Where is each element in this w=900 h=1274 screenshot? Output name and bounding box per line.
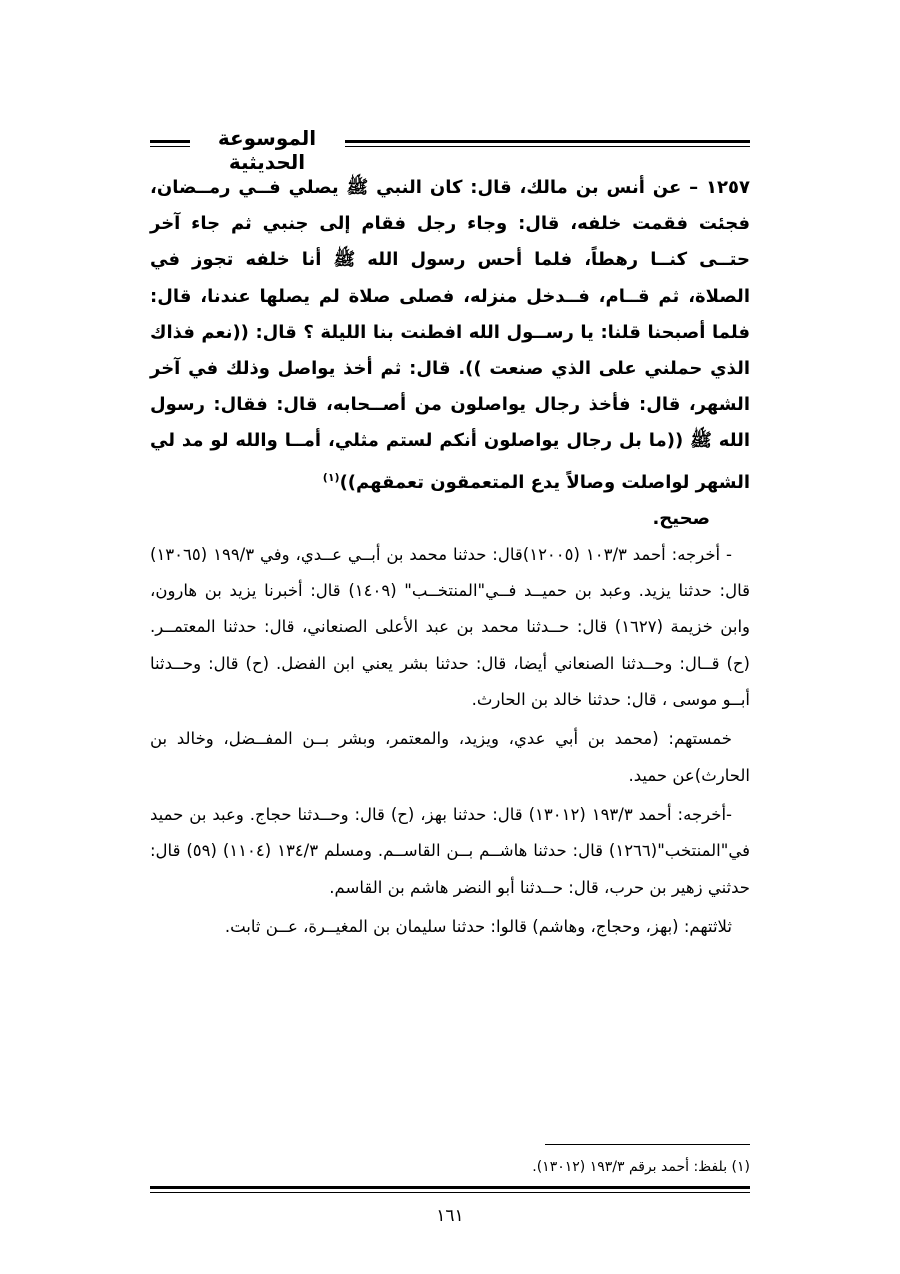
page-body — [150, 170, 750, 945]
footer-rule-thin — [150, 1192, 750, 1193]
footnote-marker: (١) — [322, 470, 340, 484]
takhrij-paragraph-4: ثلاثتهم: (بهز، وحجاج، وهاشم) قالوا: حدثنا سليمان بن المغيــرة، عــن ثابت. — [224, 916, 732, 936]
header-rule-left — [150, 140, 190, 143]
book-page — [150, 110, 750, 1240]
page-header — [150, 124, 750, 174]
footer-rule — [150, 1186, 750, 1189]
header-rule-left-thin — [150, 146, 190, 147]
footnote: (١) بلفظ: أحمد برقم ١٩٣/٣ (١٣٠١٢). — [532, 1159, 750, 1175]
hadith-text — [150, 170, 750, 501]
footnote-separator — [545, 1144, 750, 1145]
hadith-grade: صحيح. — [652, 507, 710, 529]
header-rule-right-thin — [345, 146, 750, 147]
header-rule-right — [345, 140, 750, 143]
takhrij-paragraph-1: - أخرجه: أحمد ١٠٣/٣ (١٢٠٠٥)قال: حدثنا محمد بن أبــي عــدي، وفي ١٩٩/٣ (١٣٠٦٥) قال: حدثنا يزيد. وعبد بن حميــد فــي"المنتخــب" (١٤٠٩) قال: أخبرنا يزيد بن هارون، وابن خزيمة (١٦٢٧) قال: حــدثنا محمد بن عبد الأعلى الصنعاني، قال: حدثنا المعتمــر. (ح) قــال: وحــدثنا الصنعاني أيضا، قال: حدثنا بشر يعني ابن الفضل. (ح) قال: وحــدثنا أبــو موسى ، قال: حدثنا خالد بن الحارث. — [150, 544, 750, 710]
book-title: الموسوعة الحديثية — [217, 126, 317, 174]
takhrij-paragraph-3: -أخرجه: أحمد ١٩٣/٣ (١٣٠١٢) قال: حدثنا بهز، (ح) قال: وحــدثنا حجاج. وعبد بن حميد في"المنتخب"(١٢٦٦) قال: حدثنا هاشــم بــن القاســم. ومسلم ١٣٤/٣ (١١٠٤) (٥٩) قال: حدثني زهير بن حرب، قال: حــدثنا أبو النضر هاشم بن القاسم. — [150, 804, 750, 897]
page-number: ١٦١ — [436, 1206, 464, 1226]
takhrij-paragraph-2: خمستهم: (محمد بن أبي عدي، ويزيد، والمعتمر، وبشر بــن المفــضل، وخالد بن الحارث)عن حميد. — [150, 729, 750, 785]
hadith-body: ١٢٥٧ – عن أنس بن مالك، قال: كان النبي ﷺ يصلي فــي رمــضان، فجئت فقمت خلفه، قال: وجاء رجل فقام إلى جنبي ثم جاء آخر حتــى كنــا رهطاً، فلما أحس رسول الله ﷺ أنا خلفه تجوز في الصلاة، ثم قــام، فــدخل منزله، فصلى صلاة لم يصلها عندنا، قال: فلما أصبحنا قلنا: يا رســول الله افطنت بنا الليلة ؟ قال: ((نعم فذاك الذي حملني على الذي صنعت )). قال: ثم أخذ يواصل وذلك في آخر الشهر، قال: فأخذ رجال يواصلون من أصــحابه، قال: فقال: رسول الله ﷺ ((ما بل رجال يواصلون أنكم لستم مثلي، أمــا والله لو مد لي الشهر لواصلت وصالاً يدع المتعمقون تعمقهم)) — [150, 177, 750, 493]
